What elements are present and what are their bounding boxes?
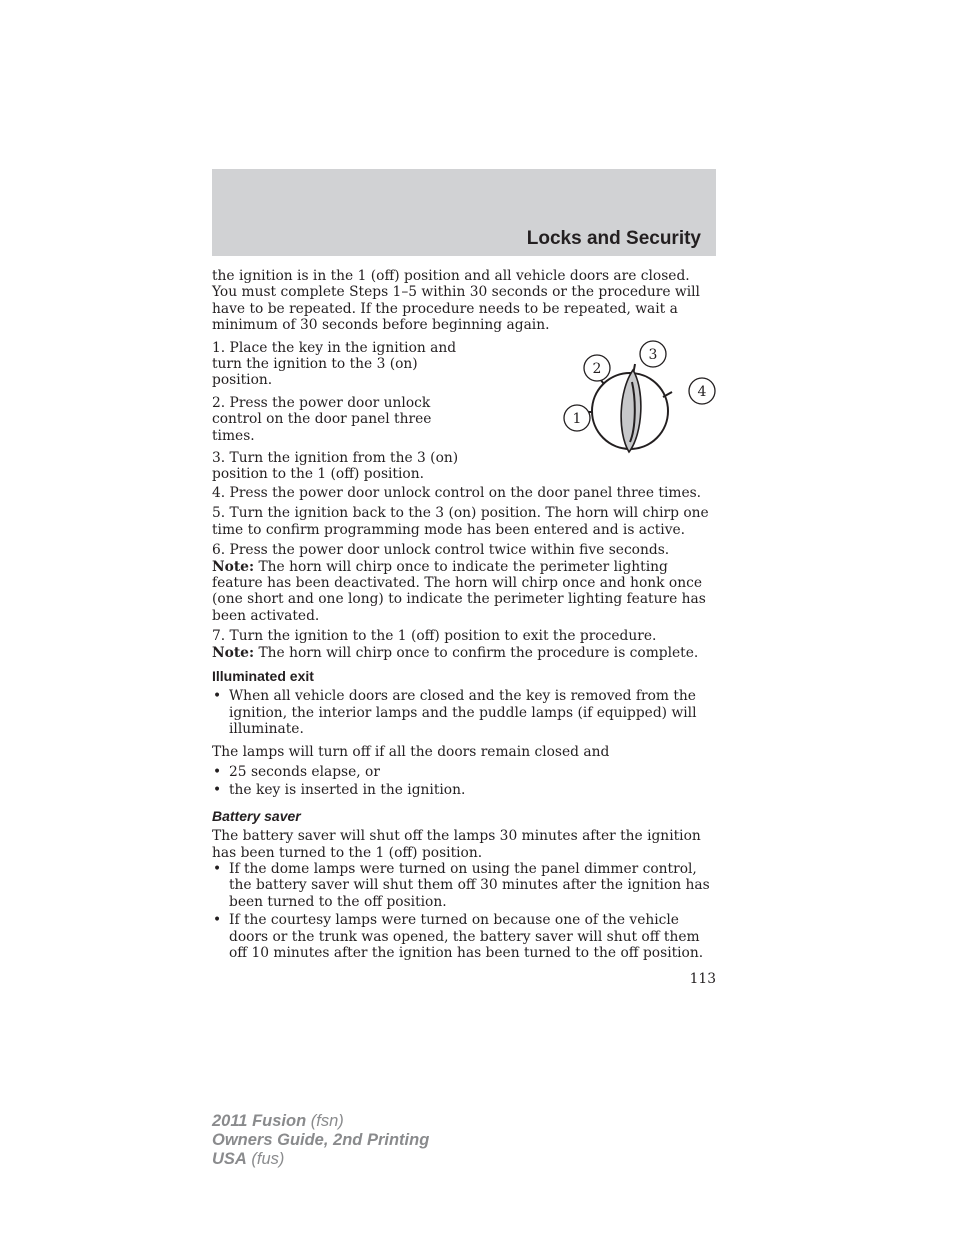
list-item [212, 764, 716, 780]
section-title: Locks and Security [526, 228, 701, 249]
note-text: The horn will chirp once to indicate the perimeter lighting feature has been deactivated. The horn will chirp once and honk once (one short and one long) to indicate the perimeter lighting feature has been activated. [212, 558, 706, 624]
list-item [212, 688, 716, 737]
step-2: 2. Press the power door unlock control on the door panel three times. [212, 394, 432, 444]
position-2-label: 2 [592, 360, 602, 377]
note-paragraph [212, 559, 716, 625]
footer-model-code: (fsn) [306, 1112, 344, 1130]
list-item-text: When all vehicle doors are closed and the key is removed from the ignition, the interior lamps and the puddle lamps (if equipped) will illuminate. [229, 688, 697, 738]
footer-edition: Owners Guide, 2nd Printing [212, 1131, 430, 1149]
footer-market: USA [212, 1150, 247, 1168]
footer-model: 2011 Fusion [212, 1112, 307, 1130]
battery-saver-heading: Battery saver [212, 807, 301, 824]
list-item-text: If the dome lamps were turned on using the panel dimmer control, the battery saver will shut them off 30 minutes after the ignition has been turned to the off position. [229, 861, 710, 910]
footer-line-2 [212, 1131, 429, 1150]
illuminated-exit-heading: Illuminated exit [212, 667, 314, 684]
footer-line-1 [212, 1112, 429, 1131]
ignition-position-diagram [506, 334, 716, 454]
footer-market-code: (fus) [246, 1150, 285, 1168]
ignition-key-slot [621, 370, 641, 452]
steps-with-figure [212, 340, 716, 485]
note-paragraph [212, 645, 716, 661]
bullet-glyph: • [213, 782, 222, 799]
list-item-text: 25 seconds elapse, or [229, 763, 380, 780]
section-header-band [212, 169, 716, 256]
battery-saver-paragraph: The battery saver will shut off the lamps 30 minutes after the ignition has been turned to the 1 (off) position. [212, 828, 701, 861]
illuminated-exit-bullets [212, 688, 716, 737]
position-3-label: 3 [648, 346, 658, 363]
page-content [212, 268, 716, 988]
lamps-off-paragraph: The lamps will turn off if all the doors remain closed and [212, 743, 610, 760]
battery-saver-bullets [212, 861, 716, 961]
position-4-label: 4 [697, 383, 707, 400]
list-item [212, 782, 716, 798]
intro-paragraph: the ignition is in the 1 (off) position and all vehicle doors are closed. You must complete Steps 1–5 within 30 seconds or the procedure will have to be repeated. If the procedure needs to be repeated, wait a minimum of 30 seconds before beginning again. [212, 268, 700, 334]
bullet-glyph: • [213, 861, 222, 877]
note-text: The horn will chirp once to confirm the procedure is complete. [254, 644, 699, 661]
document-footer [212, 1112, 429, 1169]
step-4: 4. Press the power door unlock control on the door panel three times. [212, 484, 702, 501]
note-label: Note: [212, 558, 255, 575]
bullet-glyph: • [213, 912, 222, 929]
step-3: 3. Turn the ignition from the 3 (on) position to the 1 (off) position. [212, 450, 459, 483]
lamps-off-conditions [212, 764, 716, 799]
list-item [212, 861, 716, 910]
step-5: 5. Turn the ignition back to the 3 (on) position. The horn will chirp one time to confirm programming mode has been entered and is active. [212, 505, 709, 538]
list-item-text: the key is inserted in the ignition. [229, 782, 466, 799]
step-7: 7. Turn the ignition to the 1 (off) position to exit the procedure. [212, 628, 657, 645]
position-1-label: 1 [572, 410, 582, 427]
bullet-glyph: • [213, 763, 222, 780]
note-label: Note: [212, 644, 255, 661]
list-item-text: If the courtesy lamps were turned on because one of the vehicle doors or the trunk was opened, the battery saver will shut off them off 10 minutes after the ignition has been turned to the off position. [229, 912, 704, 962]
step-6: 6. Press the power door unlock control twice within five seconds. [212, 542, 670, 559]
step-1: 1. Place the key in the ignition and turn the ignition to the 3 (on) position. [212, 339, 457, 389]
list-item [212, 912, 716, 961]
bullet-glyph: • [213, 688, 222, 705]
page-number: 113 [689, 971, 716, 988]
steps-column [212, 340, 470, 485]
footer-line-3 [212, 1150, 429, 1169]
